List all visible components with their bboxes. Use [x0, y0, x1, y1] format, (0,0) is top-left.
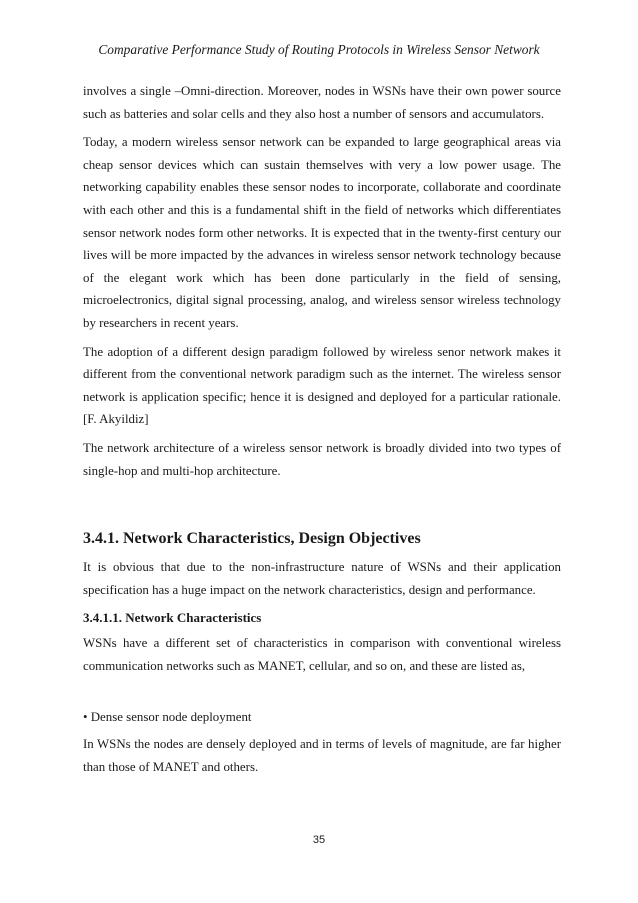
paragraph-design-paradigm: The adoption of a different design paradigm followed by wireless senor network makes it different from the conventional network paradigm such as the internet. The wireless sensor network is application specific; hence it is designed and deployed for a particular rationale. [F. Akyildiz]: [83, 344, 561, 427]
section-heading-network-characteristics-design-objectives: 3.4.1. Network Characteristics, Design Objectives: [83, 530, 421, 548]
paragraph-network-architecture: The network architecture of a wireless sensor network is broadly divided into two types of single-hop and multi-hop architecture.: [83, 440, 561, 478]
paragraph-dense-deployment: In WSNs the nodes are densely deployed and in terms of levels of magnitude, are far higher than those of MANET and others.: [83, 737, 561, 775]
running-header: Comparative Performance Study of Routing Protocols in Wireless Sensor Network: [98, 42, 540, 57]
page-body: [83, 80, 561, 779]
paragraph-power-source: involves a single –Omni-direction. Moreover, nodes in WSNs have their own power source such as batteries and solar cells and they also host a number of sensors and accumulators.: [83, 84, 561, 121]
paragraph-non-infrastructure: It is obvious that due to the non-infrastructure nature of WSNs and their application specification has a huge impact on the network characteristics, design and performance.: [83, 560, 561, 597]
paragraph-modern-wsn: Today, a modern wireless sensor network can be expanded to large geographical areas via cheap sensor devices which can sustain themselves with very a low power usage. The networking capability enables these sensor nodes to incorporate, collaborate and coordinate with each other and this is a fundamental shift in the field of networks which differentiates sensor network nodes form other networks. It is expected that in the twenty-first century our lives will be more impacted by the advances in wireless sensor network technology because of the elegant work which has been done particularly in the field of sensing, microelectronics, digital signal processing, analog, and wireless sensor wireless technology by researchers in recent years.: [83, 135, 561, 330]
subsection-heading-network-characteristics: 3.4.1.1. Network Characteristics: [83, 610, 262, 626]
paragraph-characteristics-intro: WSNs have a different set of characteristics in comparison with conventional wireless communication networks such as MANET, cellular, and so on, and these are listed as,: [83, 636, 561, 673]
bullet-dense-deployment: • Dense sensor node deployment: [83, 710, 252, 725]
page-number: 35: [312, 834, 326, 846]
